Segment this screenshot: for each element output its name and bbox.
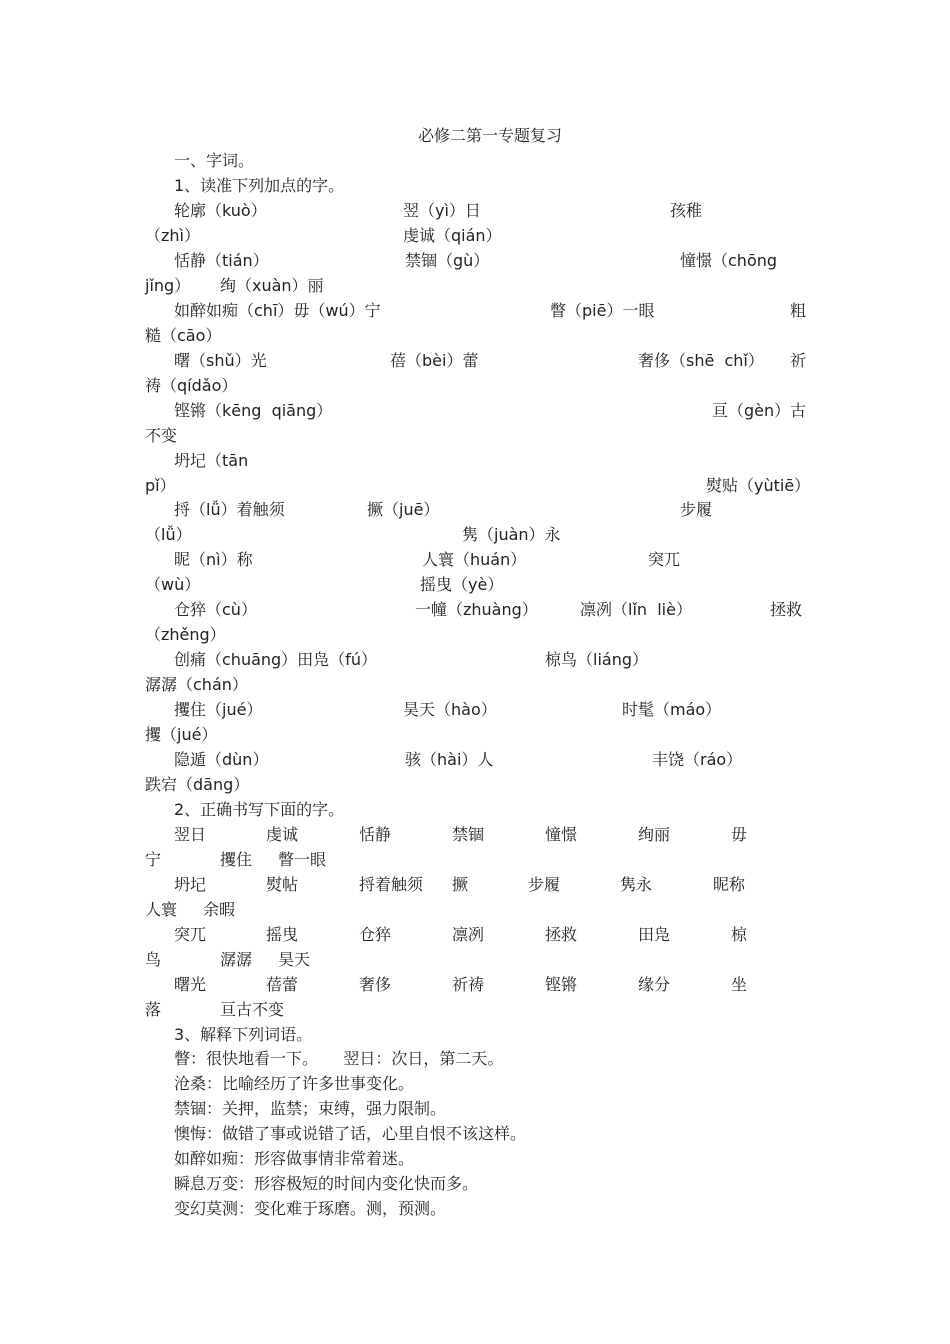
word-item: 铿锵 <box>545 975 578 994</box>
word-item: 拯救 <box>545 925 578 944</box>
pinyin-item: 仓猝（cù） <box>174 600 257 619</box>
pinyin-item: 翌（yì）日 <box>403 201 481 220</box>
word-item: 步履 <box>528 875 561 894</box>
pinyin-item: jǐng） <box>145 276 191 295</box>
word-item: 缘分 <box>638 975 671 994</box>
word-item: 毋 <box>731 825 748 844</box>
pinyin-item: 禁锢（gù） <box>405 251 490 270</box>
pinyin-item: 突兀 <box>648 550 681 569</box>
pinyin-item: 虔诚（qián） <box>403 226 502 245</box>
pinyin-item: 隽（juàn）永 <box>462 525 561 544</box>
pinyin-item: 糙（cāo） <box>145 326 222 345</box>
word-item: 攫住 <box>220 850 253 869</box>
word-item: 余暇 <box>203 900 236 919</box>
pinyin-item: 瞥（piē）一眼 <box>550 301 655 320</box>
word-item: 潺潺 <box>220 950 253 969</box>
pinyin-item: （wù） <box>145 575 201 594</box>
word-item: 撅 <box>452 875 469 894</box>
word-item: 凛冽 <box>452 925 485 944</box>
word-item: 绚丽 <box>638 825 671 844</box>
pinyin-item: 粗 <box>790 301 807 320</box>
word-item: 禁锢 <box>452 825 485 844</box>
word-item: 隽永 <box>620 875 653 894</box>
word-item: 虔诚 <box>266 825 299 844</box>
pinyin-item: 人寰（huán） <box>422 550 527 569</box>
word-item: 瞥一眼 <box>278 850 327 869</box>
pinyin-item: （zhěng） <box>145 625 226 644</box>
pinyin-item: 时髦（máo） <box>622 700 722 719</box>
pinyin-item: 一幢（zhuàng） <box>415 600 538 619</box>
q1-heading: 1、读准下列加点的字。 <box>174 176 345 195</box>
pinyin-item: 隐遁（dùn） <box>174 750 269 769</box>
pinyin-item: 轮廓（kuò） <box>174 201 267 220</box>
pinyin-item: 攫住（jué） <box>174 700 263 719</box>
definition-item: 禁锢：关押，监禁；束缚，强力限制。 <box>174 1099 447 1118</box>
pinyin-item: 祷（qídǎo） <box>145 376 238 395</box>
definition-item: 沧桑：比喻经历了许多世事变化。 <box>174 1074 415 1093</box>
section-heading-words: 一、字词。 <box>174 151 255 170</box>
pinyin-item: 昊天（hào） <box>403 700 497 719</box>
word-item: 仓猝 <box>359 925 392 944</box>
word-item: 捋着触须 <box>359 875 424 894</box>
q2-heading: 2、正确书写下面的字。 <box>174 800 345 819</box>
pinyin-item: 绚（xuàn）丽 <box>220 276 324 295</box>
word-item: 翌日 <box>174 825 207 844</box>
pinyin-item: 如醉如痴（chī）毋（wú）宁 <box>174 301 381 320</box>
word-item: 恬静 <box>359 825 392 844</box>
definition-item: 瞬息万变：形容极短的时间内变化快而多。 <box>174 1174 479 1193</box>
pinyin-item: 蓓（bèi）蕾 <box>390 351 479 370</box>
word-item: 奢侈 <box>359 975 392 994</box>
pinyin-item: pǐ） <box>145 476 176 495</box>
word-item: 落 <box>145 1000 162 1019</box>
word-item: 突兀 <box>174 925 207 944</box>
pinyin-item: 祈 <box>790 351 807 370</box>
definition-item: 变幻莫测：变化难于琢磨。测，预测。 <box>174 1199 447 1218</box>
pinyin-item: 丰饶（ráo） <box>652 750 743 769</box>
definition-item: 如醉如痴：形容做事情非常着迷。 <box>174 1149 415 1168</box>
pinyin-item: 跌宕（dāng） <box>145 775 250 794</box>
word-item: 憧憬 <box>545 825 578 844</box>
word-item: 鸟 <box>145 950 162 969</box>
word-item: 熨帖 <box>266 875 299 894</box>
word-item: 昵称 <box>713 875 746 894</box>
word-item: 摇曳 <box>266 925 299 944</box>
q3-heading: 3、解释下列词语。 <box>174 1025 313 1044</box>
word-item: 昊天 <box>278 950 311 969</box>
pinyin-item: 攫（jué） <box>145 725 218 744</box>
definition-item: 懊悔：做错了事或说错了话，心里自恨不该这样。 <box>174 1124 527 1143</box>
pinyin-item: 昵（nì）称 <box>174 550 253 569</box>
pinyin-item: （zhì） <box>145 226 200 245</box>
pinyin-item: 不变 <box>145 426 178 445</box>
pinyin-item: 摇曳（yè） <box>420 575 504 594</box>
pinyin-item: 潺潺（chán） <box>145 675 248 694</box>
word-item: 宁 <box>145 850 162 869</box>
pinyin-item: 铿锵（kēng qiāng） <box>174 401 333 420</box>
word-item: 田凫 <box>638 925 671 944</box>
pinyin-item: 坍圮（tān <box>174 451 249 470</box>
document-title: 必修二第一专题复习 <box>417 126 562 145</box>
pinyin-item: 撅（juē） <box>367 500 440 519</box>
pinyin-item: 创痛（chuāng）田凫（fú） <box>174 650 377 669</box>
pinyin-item: 凛冽（lǐn liè） <box>580 600 692 619</box>
pinyin-item: 捋（lǚ）着触须 <box>174 500 285 519</box>
pinyin-item: 熨贴（yùtiē） <box>706 476 811 495</box>
word-item: 祈祷 <box>452 975 485 994</box>
pinyin-item: 亘（gèn）古 <box>712 401 807 420</box>
pinyin-item: 孩稚 <box>670 201 703 220</box>
pinyin-item: 拯救 <box>770 600 803 619</box>
word-item: 坍圮 <box>174 875 207 894</box>
pinyin-item: （lǚ） <box>145 525 192 544</box>
word-item: 蓓蕾 <box>266 975 299 994</box>
pinyin-item: 椋鸟（liáng） <box>545 650 648 669</box>
pinyin-item: 曙（shǔ）光 <box>174 351 267 370</box>
word-item: 椋 <box>731 925 748 944</box>
definition-item: 瞥：很快地看一下。 翌日：次日，第二天。 <box>174 1049 504 1068</box>
pinyin-item: 憧憬（chōng <box>680 251 778 270</box>
word-item: 亘古不变 <box>220 1000 285 1019</box>
word-item: 人寰 <box>145 900 178 919</box>
pinyin-item: 步履 <box>680 500 713 519</box>
word-item: 曙光 <box>174 975 207 994</box>
pinyin-item: 奢侈（shē chǐ） <box>638 351 764 370</box>
word-item: 坐 <box>731 975 748 994</box>
pinyin-item: 恬静（tián） <box>174 251 269 270</box>
pinyin-item: 骇（hài）人 <box>405 750 494 769</box>
